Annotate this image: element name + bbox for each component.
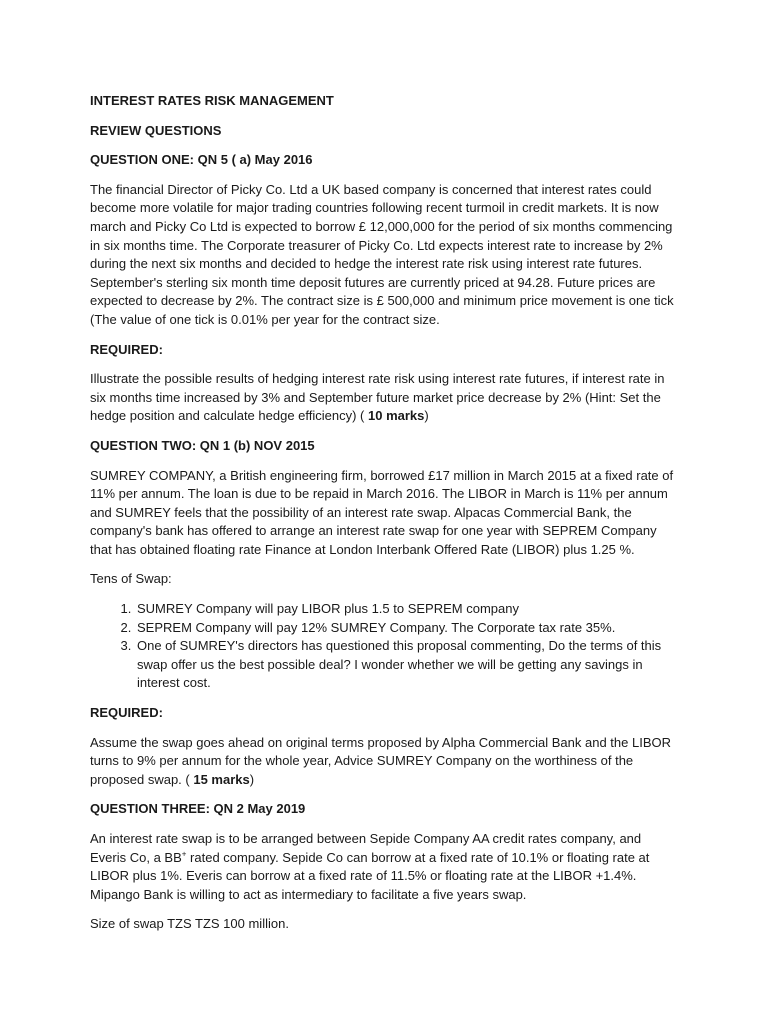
question-two-required-label: REQUIRED: [90, 705, 163, 721]
list-item: 3. One of SUMREY's directors has questioned this proposal commenting, Do the terms of this swap offer us the best possible deal? I wonder whether we will be getting any savings in interest cost. [135, 637, 680, 693]
question-three-body-part1: An interest rate swap is to be arranged between Sepide Company AA credit rates company, and Everis Co, a BB [90, 831, 642, 865]
question-two-marks: 15 marks [193, 771, 250, 787]
question-one-required-close: ) [424, 408, 429, 424]
question-two-body: SUMREY COMPANY, a British engineering firm, borrowed £17 million in March 2015 at a fixed rate of 11% per annum. The loan is due to be repaid in March 2016. The LIBOR in March is 11% per annum and SUMREY feels that the possibility of an interest rate swap. Alpacas Commercial Bank, the company's bank has offered to arrange an interest rate swap for one year with SEPREM Company that has obtained floating rate Finance at London Interbank Offered Rate (LIBOR) plus 1.25 %. [90, 467, 674, 557]
question-three-swap-size: Size of swap TZS TZS 100 million. [90, 916, 289, 932]
question-two-heading: QUESTION TWO: QN 1 (b) NOV 2015 [90, 437, 315, 453]
document-title: INTEREST RATES RISK MANAGEMENT [90, 93, 334, 108]
document-page [90, 92, 680, 945]
question-one-required-body: Illustrate the possible results of hedging interest rate risk using interest rate futures, if interest rate in six months time increased by 3% and September future market price decrease by 2% (Hint: Set the hedge position and calculate hedge efficiency) ( [90, 371, 665, 424]
question-three-heading: QUESTION THREE: QN 2 May 2019 [90, 801, 306, 817]
question-one-marks: 10 marks [368, 408, 425, 424]
question-two-required-close: ) [249, 771, 255, 787]
question-three-body [90, 830, 680, 904]
question-three-body-part2: rated company. Sepide Co can borrow at a fixed rate of 10.1% or floating rate at LIBOR plus 1%. Everis can borrow at a fixed rate of 11.5% or floating rate at the LIBOR +1.4%. Mipango Bank is willing to act as intermediary to facilitate a five years swap. [90, 849, 650, 902]
question-two-required-body: Assume the swap goes ahead on original terms proposed by Alpha Commercial Bank and the LIBOR turns to 9% per annum for the whole year, Advice SUMREY Company on the worthiness of the proposed swap. ( [90, 734, 671, 787]
question-one-required-text [90, 370, 680, 426]
question-one-body: The financial Director of Picky Co. Ltd a UK based company is concerned that interest rates could become more volatile for major trading countries following recent turmoil in credit markets. It is now march and Picky Co Ltd is expected to borrow £ 12,000,000 for the period of six months commencing in six months time. The Corporate treasurer of Picky Co. Ltd expects interest rate to increase by 2% during the next six months and decided to hedge the interest rate risk using interest rate futures. September's sterling six month time deposit futures are currently priced at 94.28. Future prices are expected to decrease by 2%. The contract size is £ 500,000 and minimum price movement is one tick (The value of one tick is 0.01% per year for the contract size. [90, 181, 674, 327]
question-two-terms-label: Tens of Swap: [90, 571, 172, 587]
question-one-required-label: REQUIRED: [90, 341, 163, 357]
document-subtitle: REVIEW QUESTIONS [90, 122, 222, 138]
question-three-superscript: + [181, 849, 187, 859]
question-one-heading: QUESTION ONE: QN 5 ( a) May 2016 [90, 152, 313, 168]
list-item: 2. SEPREM Company will pay 12% SUMREY Company. The Corporate tax rate 35%. [135, 619, 680, 638]
list-item: 1. SUMREY Company will pay LIBOR plus 1.5 to SEPREM company [135, 600, 680, 619]
question-two-terms-list [90, 600, 680, 693]
question-two-required-text [90, 734, 680, 790]
